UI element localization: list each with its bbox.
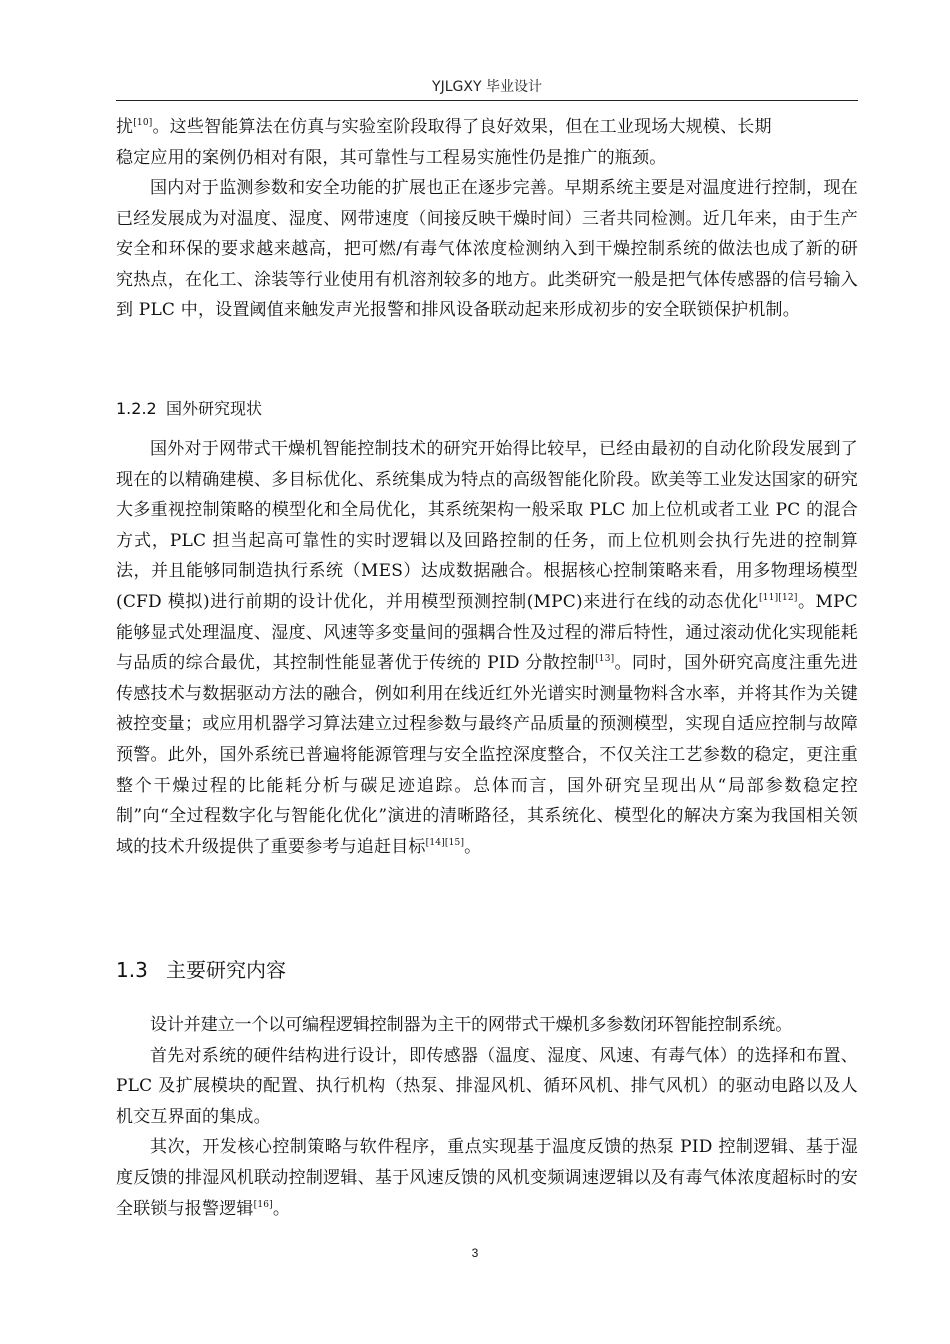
paragraph-line: 扰[10]。这些智能算法在仿真与实验室阶段取得了良好效果，但在工业现场大规模、长期 xyxy=(116,117,772,137)
citation: [10] xyxy=(133,118,153,128)
section-number: 1.3 xyxy=(116,958,148,982)
section-heading xyxy=(116,954,858,983)
paragraph-text: 首先对系统的硬件结构进行设计，即传感器（温度、湿度、风速、有毒气体）的选择和布置、PLC 及扩展模块的配置、执行机构（热泵、排湿风机、循环风机、排气风机）的驱动电路以及人机交互界面的集成。 xyxy=(116,1045,858,1127)
subsection-title: 国外研究现状 xyxy=(166,399,263,418)
paragraph-domestic-monitoring xyxy=(116,173,858,326)
research-content-paragraphs xyxy=(116,1010,858,1224)
citation: [11][12] xyxy=(759,592,798,603)
paragraph-text: 国内对于监测参数和安全功能的扩展也正在逐步完善。早期系统主要是对温度进行控制，现在已经发展成为对温度、湿度、网带速度（间接反映干燥时间）三者共同检测。近几年来，由于生产安全和环保的要求越来越高，把可燃/有毒气体浓度检测纳入到干燥控制系统的做法也成了新的研究热点，在化工、涂装等行业使用有机溶剂较多的地方。此类研究一般是把气体传感器的信号输入到 PLC 中，设置阈值来触发声光报警和排风设备联动起来形成初步的安全联锁保护机制。 xyxy=(116,178,858,321)
subsection-number: 1.2.2 xyxy=(116,399,157,418)
paragraph-text: 设计并建立一个以可编程逻辑控制器为主干的网带式干燥机多参数闭环智能控制系统。 xyxy=(150,1015,793,1035)
section-title: 主要研究内容 xyxy=(166,958,286,982)
subsection-heading xyxy=(116,396,858,419)
paragraph-continuation xyxy=(116,112,858,173)
paragraph-text: 国外对于网带式干燥机智能控制技术的研究开始得比较早，已经由最初的自动化阶段发展到了现在的以精确建模、多目标优化、系统集成为特点的高级智能化阶段。欧美等工业发达国家的研究大多重视控制策略的模型化和全局优化，其系统架构一般采取 PLC 加上位机或者工业 PC 的混合方式，PLC 担当起高可靠性的实时逻辑以及回路控制的任务，而上位机则会执行先进的控制算法，并且能够同制造执行系统（MES）达成数据融合。根据核心控制策略来看，用多物理场模型(CFD 模拟)进行前期的设计优化，并用模型预测控制(MPC)来进行在线的动态优化[11][12]。MPC 能够显式处理温度、湿度、风速等多变量间的强耦合性及过程的滞后特性，通过滚动优化实现能耗与品质的综合最优，其控制性能显著优于传统的 PID 分散控制[13]。同时，国外研究高度注重先进传感技术与数据驱动方法的融合，例如利用在线近红外光谱实时测量物料含水率，并将其作为关键被控变量；或应用机器学习算法建立过程参数与最终产品质量的预测模型，实现自适应控制与故障预警。此外，国外系统已普遍将能源管理与安全监控深度整合，不仅关注工艺参数的稳定，更注重整个干燥过程的比能耗分析与碳足迹追踪。总体而言，国外研究呈现出从“局部参数稳定控制”向“全过程数字化与智能化优化”演进的清晰路径，其系统化、模型化的解决方案为我国相关领域的技术升级提供了重要参考与追赶目标[14][15]。 xyxy=(116,439,858,857)
paragraph-foreign-research xyxy=(116,434,858,862)
paragraph-text: 其次，开发核心控制策略与软件程序，重点实现基于温度反馈的热泵 PID 控制逻辑、基于湿度反馈的排湿风机联动控制逻辑、基于风速反馈的风机变频调速逻辑以及有毒气体浓度超标时的安全联锁与报警逻辑[16]。 xyxy=(116,1137,858,1219)
page-header: YJLGXY 毕业设计 xyxy=(432,79,542,95)
citation: [14][15] xyxy=(425,837,465,848)
header-rule xyxy=(116,100,858,101)
citation: [16] xyxy=(253,1199,273,1210)
page-number: 3 xyxy=(471,1246,479,1260)
citation: [13] xyxy=(595,654,615,665)
paragraph-line: 稳定应用的案例仍相对有限，其可靠性与工程易实施性仍是推广的瓶颈。 xyxy=(116,147,667,168)
